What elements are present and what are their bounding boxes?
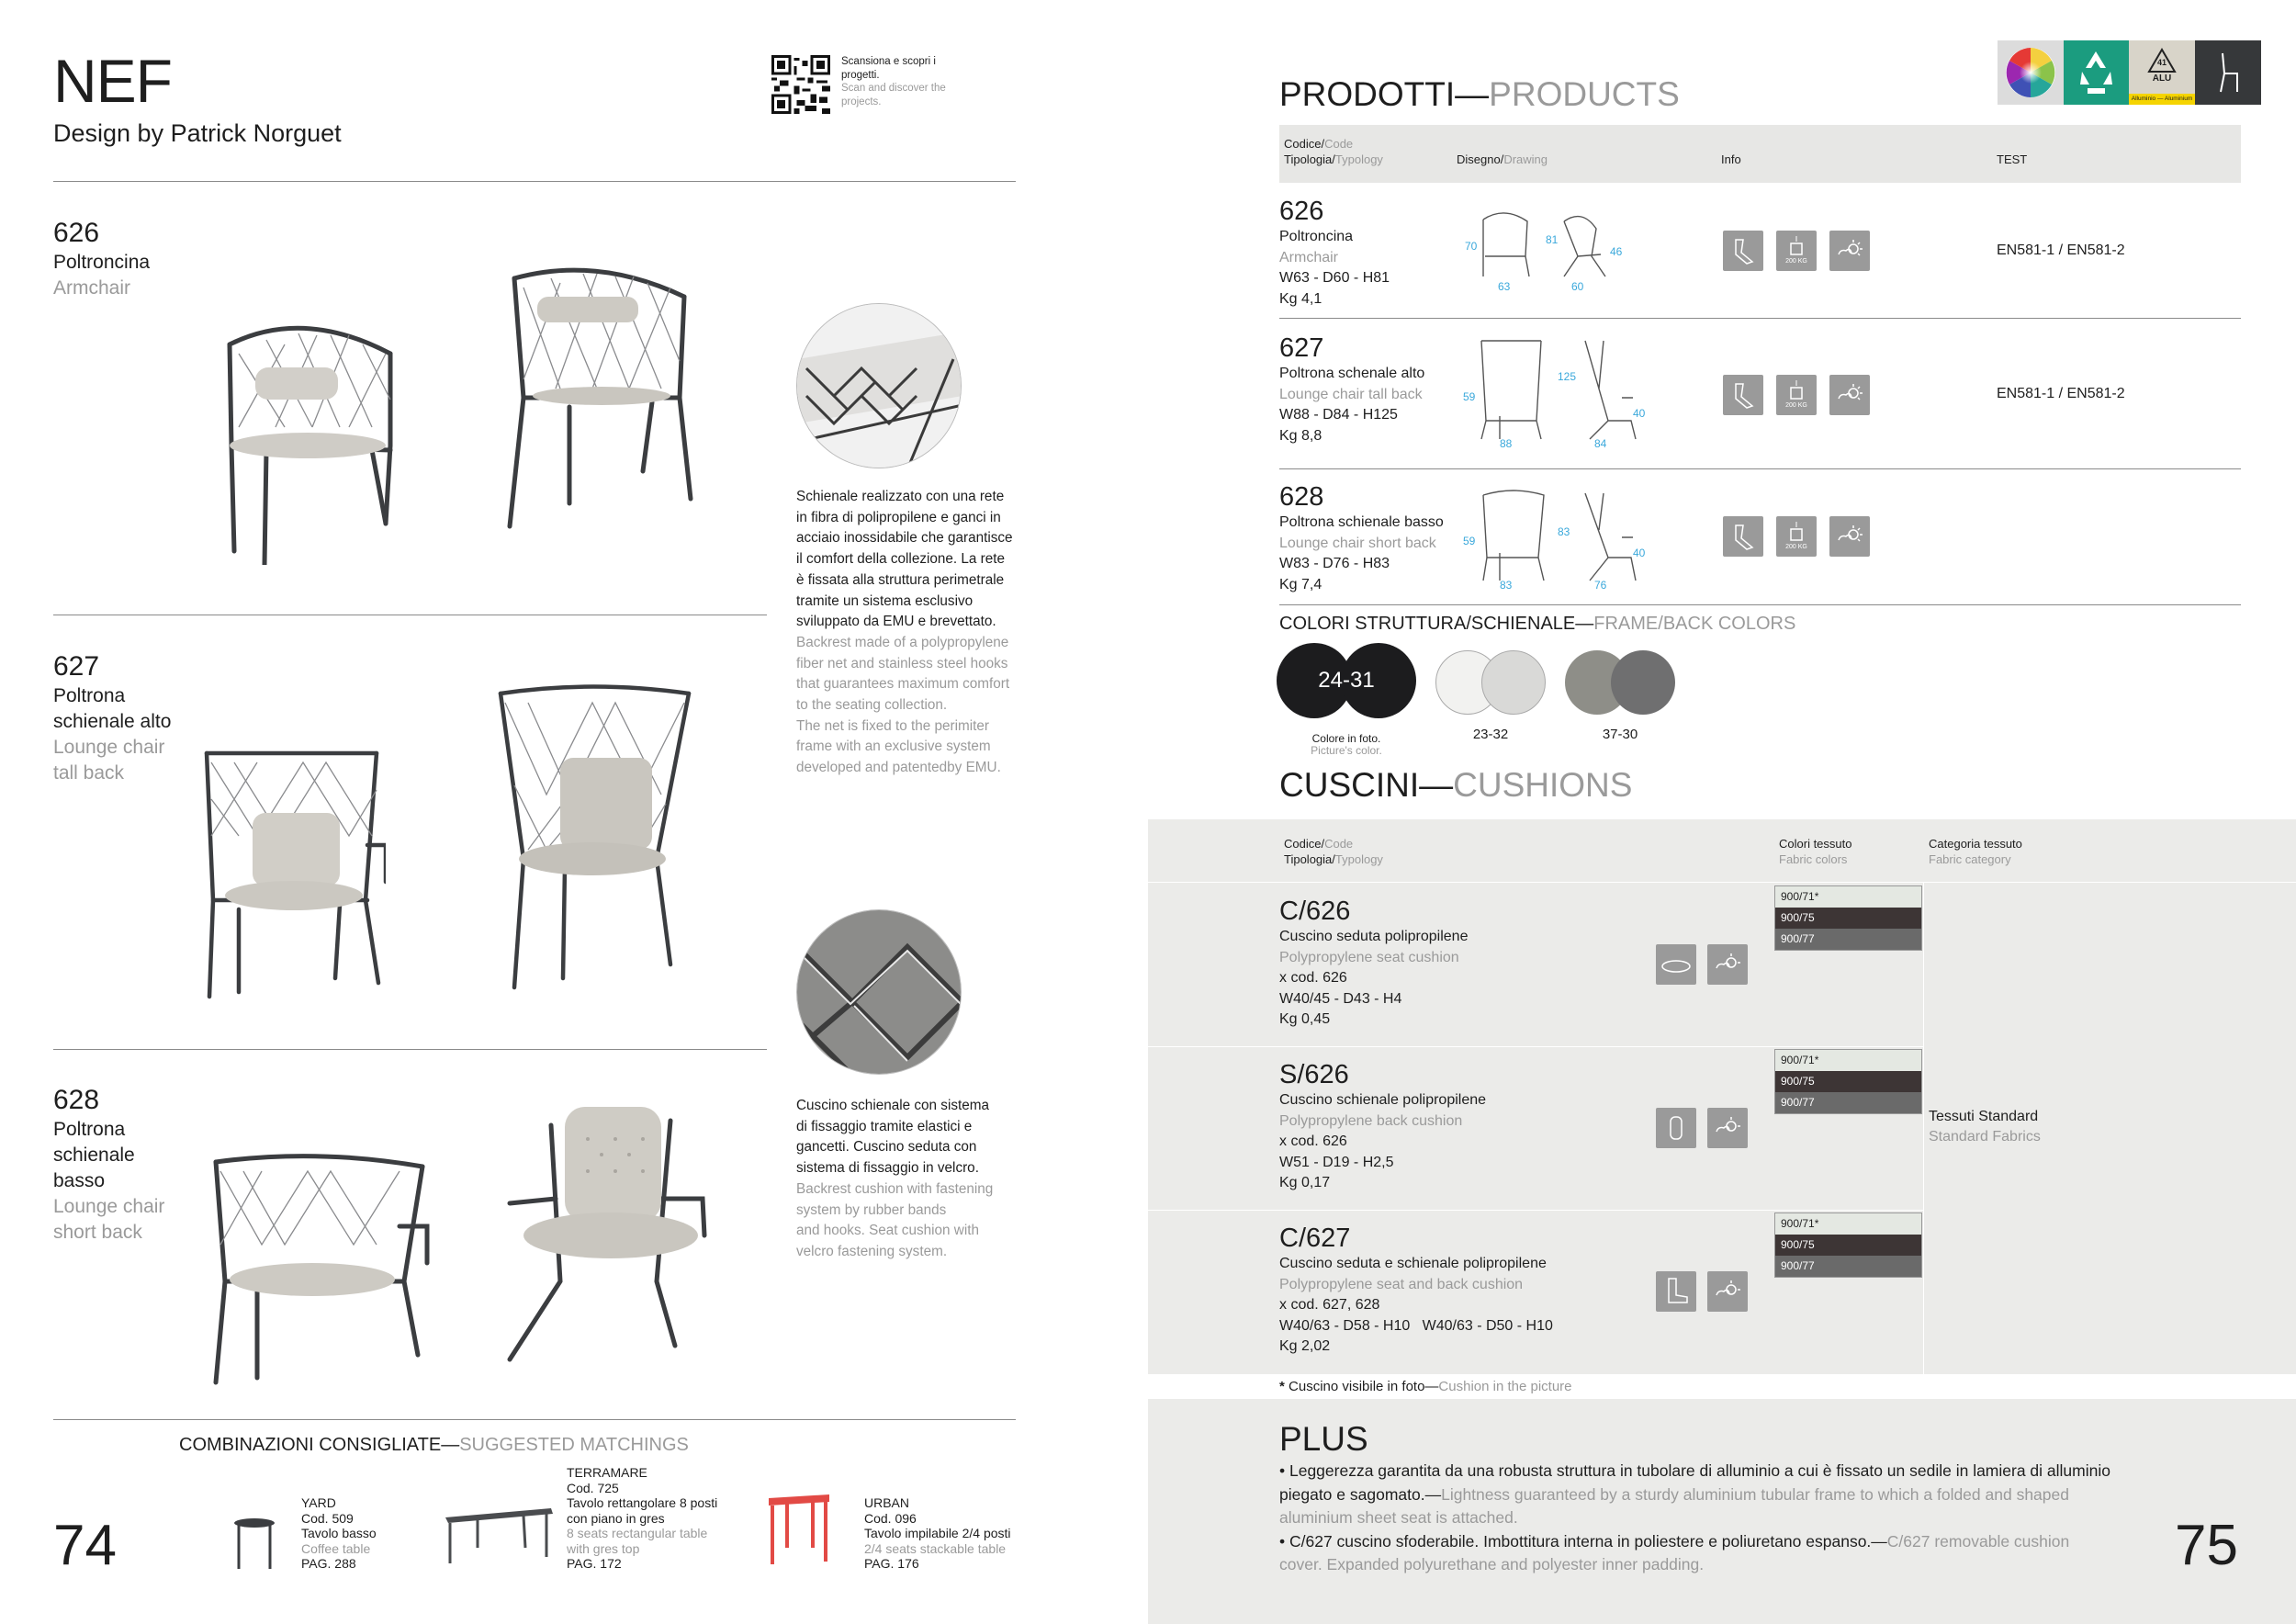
weather-icon <box>1707 1108 1748 1148</box>
line: Schienale realizzato con una rete <box>796 489 1005 504</box>
matching-desc-it: Tavolo rettangolare 8 posti <box>567 1495 718 1510</box>
matching-name: URBAN <box>864 1495 910 1510</box>
header-fabric-colors-en: Fabric colors <box>1779 852 1848 866</box>
seat-cushion-icon <box>1656 944 1696 985</box>
line: sviluppato da EMU e brevettato. <box>796 614 996 630</box>
line: sistema di fissaggio in velcro. <box>796 1160 979 1177</box>
product-name-en: Lounge chair short back <box>1279 535 1436 551</box>
chair-626-front-image <box>211 299 404 565</box>
cushion-dims: W40/45 - D43 - H4 <box>1279 990 1402 1007</box>
detail-net-image <box>796 303 962 468</box>
page-number-left: 74 <box>53 1514 117 1577</box>
recycle-badge <box>2064 40 2129 105</box>
dim-label: 70 <box>1465 240 1478 253</box>
header-info: Info <box>1721 152 1741 166</box>
products-table-header <box>1279 125 2241 183</box>
cushion-row-s626 <box>1279 1059 1486 1194</box>
drawing-front <box>1463 201 1546 293</box>
cushion-icon <box>1723 231 1763 271</box>
product-row-626 <box>1279 183 2241 319</box>
product-dims: W63 - D60 - H81 <box>1279 270 1390 286</box>
drawing-front <box>1463 333 1555 453</box>
fabric-colors <box>1774 1049 1922 1114</box>
swatch-label: 23-32 <box>1472 727 1509 742</box>
cushion-name-en: Polypropylene back cushion <box>1279 1112 1463 1129</box>
item-name-it: schienale alto <box>53 711 172 732</box>
dim-label: 40 <box>1633 547 1646 559</box>
chair-badge <box>2195 40 2261 105</box>
dim-label: 59 <box>1463 535 1476 547</box>
weather-icon <box>1707 944 1748 985</box>
cushion-name-en: Polypropylene seat and back cushion <box>1279 1276 1524 1292</box>
alu-badge <box>2129 40 2195 105</box>
cushion-dims: W51 - D19 - H2,5 <box>1279 1154 1394 1170</box>
drawing-side <box>1558 484 1649 594</box>
cushion-icon <box>1723 516 1763 557</box>
drawing-front <box>1463 484 1555 594</box>
footnote-it: Cuscino visibile in foto <box>1289 1379 1425 1394</box>
line: Cuscino schienale con sistema <box>796 1098 990 1113</box>
header-fabric-cat-en: Fabric category <box>1929 852 2011 866</box>
header-typology-it: Tipologia/ <box>1284 852 1335 866</box>
fabric-category <box>1929 1107 2041 1147</box>
fabric-category-en: Standard Fabrics <box>1929 1129 2041 1145</box>
item-626-label <box>53 217 150 301</box>
header-test: TEST <box>1997 152 2028 166</box>
photo-note-en: Picture's color. <box>1311 744 1382 757</box>
cushion-name-it: Cuscino schienale polipropilene <box>1279 1092 1487 1108</box>
header-typology-it: Tipologia/ <box>1284 152 1335 166</box>
cushions-title-en: CUSHIONS <box>1453 766 1633 804</box>
weather-icon <box>1829 375 1870 415</box>
matching-desc-en: 8 seats rectangular table <box>567 1526 708 1540</box>
cushion-footnote: * Cuscino visibile in foto—Cushion in the picture <box>1279 1379 1572 1394</box>
plus-p2-en-a: C/627 removable cushion <box>1886 1531 2070 1551</box>
product-info <box>1279 333 1424 446</box>
chair-627-front-image <box>202 744 386 1001</box>
dim-label: 81 <box>1546 233 1559 246</box>
swatch-label: 24-31 <box>1318 668 1375 693</box>
back-cushion-icon <box>1656 1108 1696 1148</box>
fabric-swatch[interactable]: 900/71* <box>1775 1213 1921 1235</box>
cushion-code: C/627 <box>1279 1224 1351 1253</box>
matching-name: YARD <box>301 1495 336 1510</box>
cushion-icons <box>1656 1271 1748 1312</box>
dim-label: 60 <box>1571 280 1584 293</box>
line: tramite un sistema esclusivo <box>796 592 974 609</box>
matchings-title-it: COMBINAZIONI CONSIGLIATE <box>179 1435 442 1455</box>
qr-code[interactable] <box>771 55 830 114</box>
dim-label: 76 <box>1594 579 1607 592</box>
dim-label: 46 <box>1610 245 1623 258</box>
subtitle: Design by Patrick Norguet <box>53 119 342 147</box>
cushions-title-it: CUSCINI <box>1279 766 1420 804</box>
product-name-it: Poltrona schienale basso <box>1279 514 1444 530</box>
dim-label: 83 <box>1500 579 1513 592</box>
swatch-photo-note <box>1277 733 1416 757</box>
product-weight: Kg 7,4 <box>1279 576 1322 592</box>
product-code: 627 <box>1279 333 1324 363</box>
product-name-it: Poltroncina <box>1279 229 1354 244</box>
product-test: EN581-1 / EN581-2 <box>1997 386 2125 401</box>
weight-load-icon <box>1776 375 1817 415</box>
fabric-swatch[interactable]: 900/77 <box>1775 1256 1921 1277</box>
fabric-swatch[interactable]: 900/75 <box>1775 908 1921 929</box>
chair-626-back-image <box>496 260 698 536</box>
footnote-star: * <box>1279 1379 1285 1394</box>
product-info <box>1279 196 1390 310</box>
terramare-table-image[interactable] <box>441 1506 556 1566</box>
matching-terramare[interactable] <box>567 1465 717 1572</box>
cushion-weight: Kg 0,17 <box>1279 1175 1331 1190</box>
drawing-side <box>1558 333 1649 453</box>
dim-label: 88 <box>1500 437 1513 450</box>
matching-yard[interactable] <box>301 1495 377 1572</box>
product-weight: Kg 8,8 <box>1279 427 1322 444</box>
line: il comfort della collezione. La rete <box>796 551 1006 568</box>
title: NEF <box>53 47 172 115</box>
cushion-icons <box>1656 1108 1748 1148</box>
matching-code: Cod. 725 <box>567 1480 619 1495</box>
cushion-row-c627 <box>1279 1223 1553 1358</box>
item-name-it: Poltrona <box>53 1119 126 1140</box>
line: to the seating collection. <box>796 697 948 714</box>
load-label: 200 KG <box>1785 544 1807 550</box>
colors-title-en: FRAME/BACK COLORS <box>1593 614 1796 634</box>
header-drawing <box>1457 152 1548 167</box>
line: acciaio inossidabile che garantisce <box>796 530 1013 547</box>
line: gancetti. Cuscino seduta con <box>796 1139 977 1156</box>
detail-cushion-image <box>796 909 962 1075</box>
weather-icon <box>1829 516 1870 557</box>
item-code: 627 <box>53 651 100 682</box>
alu-text: ALU <box>2152 73 2172 84</box>
header-code-it: Codice/ <box>1284 137 1325 151</box>
detail-net-text <box>796 487 1044 779</box>
product-row-628 <box>1279 470 2241 605</box>
fabric-category-it: Tessuti Standard <box>1929 1109 2039 1124</box>
product-name-en: Lounge chair tall back <box>1279 386 1423 402</box>
cushion-dims: W40/63 - D58 - H10 W40/63 - D50 - H10 <box>1279 1317 1553 1334</box>
product-code: 626 <box>1279 197 1324 226</box>
dim-label: 63 <box>1498 280 1511 293</box>
qr-text <box>841 55 951 108</box>
alu-label: Alluminio — Aluminium <box>2129 94 2195 105</box>
detail-net-it <box>796 487 1044 633</box>
plus-p1-it-b: piegato e sagomato. <box>1279 1484 1425 1504</box>
matching-page: PAG. 172 <box>567 1556 622 1571</box>
swatch-37-30[interactable] <box>1565 650 1675 715</box>
fabric-swatch[interactable]: 900/71* <box>1775 1050 1921 1071</box>
photo-note-it: Colore in foto. <box>1311 732 1381 745</box>
line: that guarantees maximum comfort <box>796 676 1010 693</box>
matching-page: PAG. 288 <box>301 1556 356 1571</box>
footnote-en: Cushion in the picture <box>1438 1379 1572 1394</box>
line: system by rubber bands <box>796 1201 947 1218</box>
product-name-it: Poltrona schenale alto <box>1279 366 1425 381</box>
item-name-it: schienale <box>53 1145 135 1166</box>
cushion-name-en: Polypropylene seat cushion <box>1279 949 1459 965</box>
plus-p1-it-a: • Leggerezza garantita da una robusta struttura in tubolare di alluminio a cui è fissato un sedile in lamiera di alluminio <box>1279 1461 2110 1480</box>
header-code <box>1284 136 1383 167</box>
weather-icon <box>1707 1271 1748 1312</box>
header-fabric-colors-it: Colori tessuto <box>1779 837 1852 851</box>
plus-p2-en-b: cover. Expanded polyurethane and polyester inner padding. <box>1279 1555 1705 1573</box>
products-title-en: PRODUCTS <box>1489 75 1680 113</box>
info-icons <box>1723 375 1870 415</box>
line: velcro fastening system. <box>796 1243 948 1259</box>
line: di fissaggio tramite elastici e <box>796 1118 973 1134</box>
header-code-en: Code <box>1324 837 1354 851</box>
fabric-swatch[interactable]: 900/71* <box>1775 886 1921 908</box>
item-628-label <box>53 1084 164 1246</box>
urban-table-image[interactable] <box>767 1493 831 1566</box>
swatch-label: 37-30 <box>1602 727 1638 742</box>
chair-627-back-image <box>491 684 693 997</box>
alu-number: 41 <box>2156 58 2167 67</box>
chair-628-cushion-image <box>501 1098 712 1364</box>
product-test: EN581-1 / EN581-2 <box>1997 242 2125 258</box>
line: frame with an exclusive system <box>796 739 991 755</box>
fabric-colors <box>1774 885 1922 951</box>
matching-page: PAG. 176 <box>864 1556 919 1571</box>
header-fabric-cat-it: Categoria tessuto <box>1929 837 2022 851</box>
fabric-swatch[interactable]: 900/77 <box>1775 1092 1921 1113</box>
cushions-table <box>1148 819 2296 1374</box>
product-name-en: Armchair <box>1279 249 1339 265</box>
cushion-name-it: Cuscino seduta e schienale polipropilene <box>1279 1256 1547 1271</box>
dim-label: 40 <box>1633 407 1646 420</box>
chair-628-front-image <box>207 1144 432 1387</box>
cushion-icon <box>1723 375 1763 415</box>
line: Backrest made of a polypropylene <box>796 634 1009 650</box>
header-drawing-en: Drawing <box>1503 152 1548 166</box>
detail-cushion-text <box>796 1096 1044 1263</box>
cushion-header-code <box>1284 836 1383 867</box>
header-drawing-it: Disegno/ <box>1457 152 1504 166</box>
yard-table-image[interactable] <box>231 1516 277 1571</box>
item-name-en: Lounge chair <box>53 737 165 758</box>
dim-label: 125 <box>1558 370 1577 383</box>
plus-text: • Leggerezza garantita da una robusta struttura in tubolare di alluminio a cui è fissato un sedile in lamiera di alluminio piegato e sagomato.—Lightness guaranteed by a sturdy aluminium tubular frame to which a folded and shaped aluminium sheet seat is attached. • C/627 cuscino sfoderabile. Imbottitura interna in poliestere e poliuretano espanso.—C/627 removable cushion cover. Expanded polyurethane and polyester inner padding. <box>1279 1460 2161 1577</box>
item-name-it: Poltroncina <box>53 252 151 273</box>
header-code-en: Code <box>1324 137 1354 151</box>
item-name-en: short back <box>53 1222 142 1243</box>
swatch-23-32[interactable] <box>1435 650 1546 715</box>
item-name-it: Poltrona <box>53 685 126 706</box>
dim-label: 83 <box>1558 525 1570 538</box>
colors-title: COLORI STRUTTURA/SCHIENALE—FRAME/BACK COLORS <box>1279 614 1796 634</box>
products-title: PRODOTTI—PRODUCTS <box>1279 75 1680 113</box>
fabric-swatch[interactable]: 900/75 <box>1775 1071 1921 1092</box>
cushion-for: x cod. 626 <box>1279 1133 1347 1149</box>
matching-desc-it: Tavolo impilabile 2/4 posti <box>864 1526 1011 1540</box>
line: developed and patentedby EMU. <box>796 760 1001 776</box>
header-typology-en: Typology <box>1334 152 1383 166</box>
product-info <box>1279 481 1444 595</box>
item-name-it: basso <box>53 1170 106 1191</box>
info-icons <box>1723 231 1870 271</box>
item-name-en: tall back <box>53 762 125 784</box>
weight-load-icon <box>1776 516 1817 557</box>
product-dims: W88 - D84 - H125 <box>1279 407 1398 423</box>
matching-desc-en: Coffee table <box>301 1540 371 1556</box>
cushion-weight: Kg 2,02 <box>1279 1338 1331 1354</box>
matching-code: Cod. 509 <box>301 1510 354 1526</box>
matching-desc-it: con piano in gres <box>567 1510 665 1526</box>
qr-text-en: Scan and discover the projects. <box>841 83 946 107</box>
line: in fibra di polipropilene e ganci in <box>796 509 1001 525</box>
header-typology-en: Typology <box>1334 852 1383 866</box>
cushion-for: x cod. 627, 628 <box>1279 1297 1380 1313</box>
fabric-swatch[interactable]: 900/75 <box>1775 1235 1921 1256</box>
product-row-627 <box>1279 320 2241 469</box>
plus-section <box>1148 1399 2296 1624</box>
info-icons <box>1723 516 1870 557</box>
matching-desc-en: with gres top <box>567 1540 640 1556</box>
cushion-header-fabric-category <box>1929 836 2022 867</box>
cushion-header-fabric-colors <box>1779 836 1851 867</box>
line: Backrest cushion with fastening <box>796 1180 994 1197</box>
cushion-weight: Kg 0,45 <box>1279 1011 1331 1027</box>
cushion-name-it: Cuscino seduta polipropilene <box>1279 929 1469 944</box>
cushion-icons <box>1656 944 1748 985</box>
product-dims: W83 - D76 - H83 <box>1279 556 1390 571</box>
matching-code: Cod. 096 <box>864 1510 917 1526</box>
line: è fissata alla struttura perimetrale <box>796 571 1005 588</box>
item-name-en: Armchair <box>53 277 131 299</box>
detail-net-en <box>796 633 1044 779</box>
seat-back-cushion-icon <box>1656 1271 1696 1312</box>
plus-p1-en-b: aluminium sheet seat is attached. <box>1279 1508 1518 1527</box>
cushions-title: CUSCINI—CUSHIONS <box>1279 766 1633 804</box>
matching-desc-it: Tavolo basso <box>301 1526 377 1540</box>
header-code-it: Codice/ <box>1284 837 1325 851</box>
matchings-title-en: SUGGESTED MATCHINGS <box>459 1435 689 1455</box>
divider <box>53 1049 767 1050</box>
products-title-it: PRODOTTI <box>1279 75 1456 113</box>
cushion-code: S/626 <box>1279 1060 1349 1089</box>
product-code: 628 <box>1279 482 1324 512</box>
qr-text-it: Scansiona e scopri i progetti. <box>841 56 936 81</box>
color-wheel-badge <box>1998 40 2064 105</box>
item-627-label <box>53 650 171 786</box>
plus-title: PLUS <box>1279 1420 1368 1458</box>
fabric-colors <box>1774 1212 1922 1278</box>
item-code: 628 <box>53 1085 100 1115</box>
colors-title-it: COLORI STRUTTURA/SCHIENALE <box>1279 614 1576 634</box>
plus-p2-it: • C/627 cuscino sfoderabile. Imbottitura interna in poliestere e poliuretano espanso. <box>1279 1531 1872 1551</box>
cushion-code: C/626 <box>1279 897 1351 926</box>
matching-desc-en: 2/4 seats stackable table <box>864 1540 1007 1556</box>
swatch-24-31[interactable] <box>1277 643 1416 718</box>
fabric-swatch[interactable]: 900/77 <box>1775 929 1921 950</box>
cushion-for: x cod. 626 <box>1279 970 1347 986</box>
dim-label: 59 <box>1463 390 1476 403</box>
divider <box>53 1419 1016 1420</box>
matchings-title: COMBINAZIONI CONSIGLIATE—SUGGESTED MATCHINGS <box>179 1435 689 1455</box>
line: fiber net and stainless steel hooks <box>796 655 1008 671</box>
load-label: 200 KG <box>1785 402 1807 409</box>
item-name-en: Lounge chair <box>53 1196 165 1217</box>
product-weight: Kg 4,1 <box>1279 290 1322 307</box>
matching-urban[interactable] <box>864 1495 1011 1572</box>
weather-icon <box>1829 231 1870 271</box>
item-code: 626 <box>53 218 100 248</box>
matching-name: TERRAMARE <box>567 1465 647 1480</box>
line: The net is fixed to the perimiter <box>796 717 990 734</box>
weight-load-icon <box>1776 231 1817 271</box>
drawing-side <box>1546 201 1628 293</box>
dim-label: 84 <box>1594 437 1607 450</box>
load-label: 200 KG <box>1785 258 1807 265</box>
divider <box>53 181 1016 182</box>
line: and hooks. Seat cushion with <box>796 1223 979 1239</box>
plus-p1-en-a: Lightness guaranteed by a sturdy aluminium tubular frame to which a folded and shaped <box>1441 1484 2069 1504</box>
page-number-right: 75 <box>2175 1514 2238 1577</box>
cushion-row-c626 <box>1279 896 1468 1031</box>
